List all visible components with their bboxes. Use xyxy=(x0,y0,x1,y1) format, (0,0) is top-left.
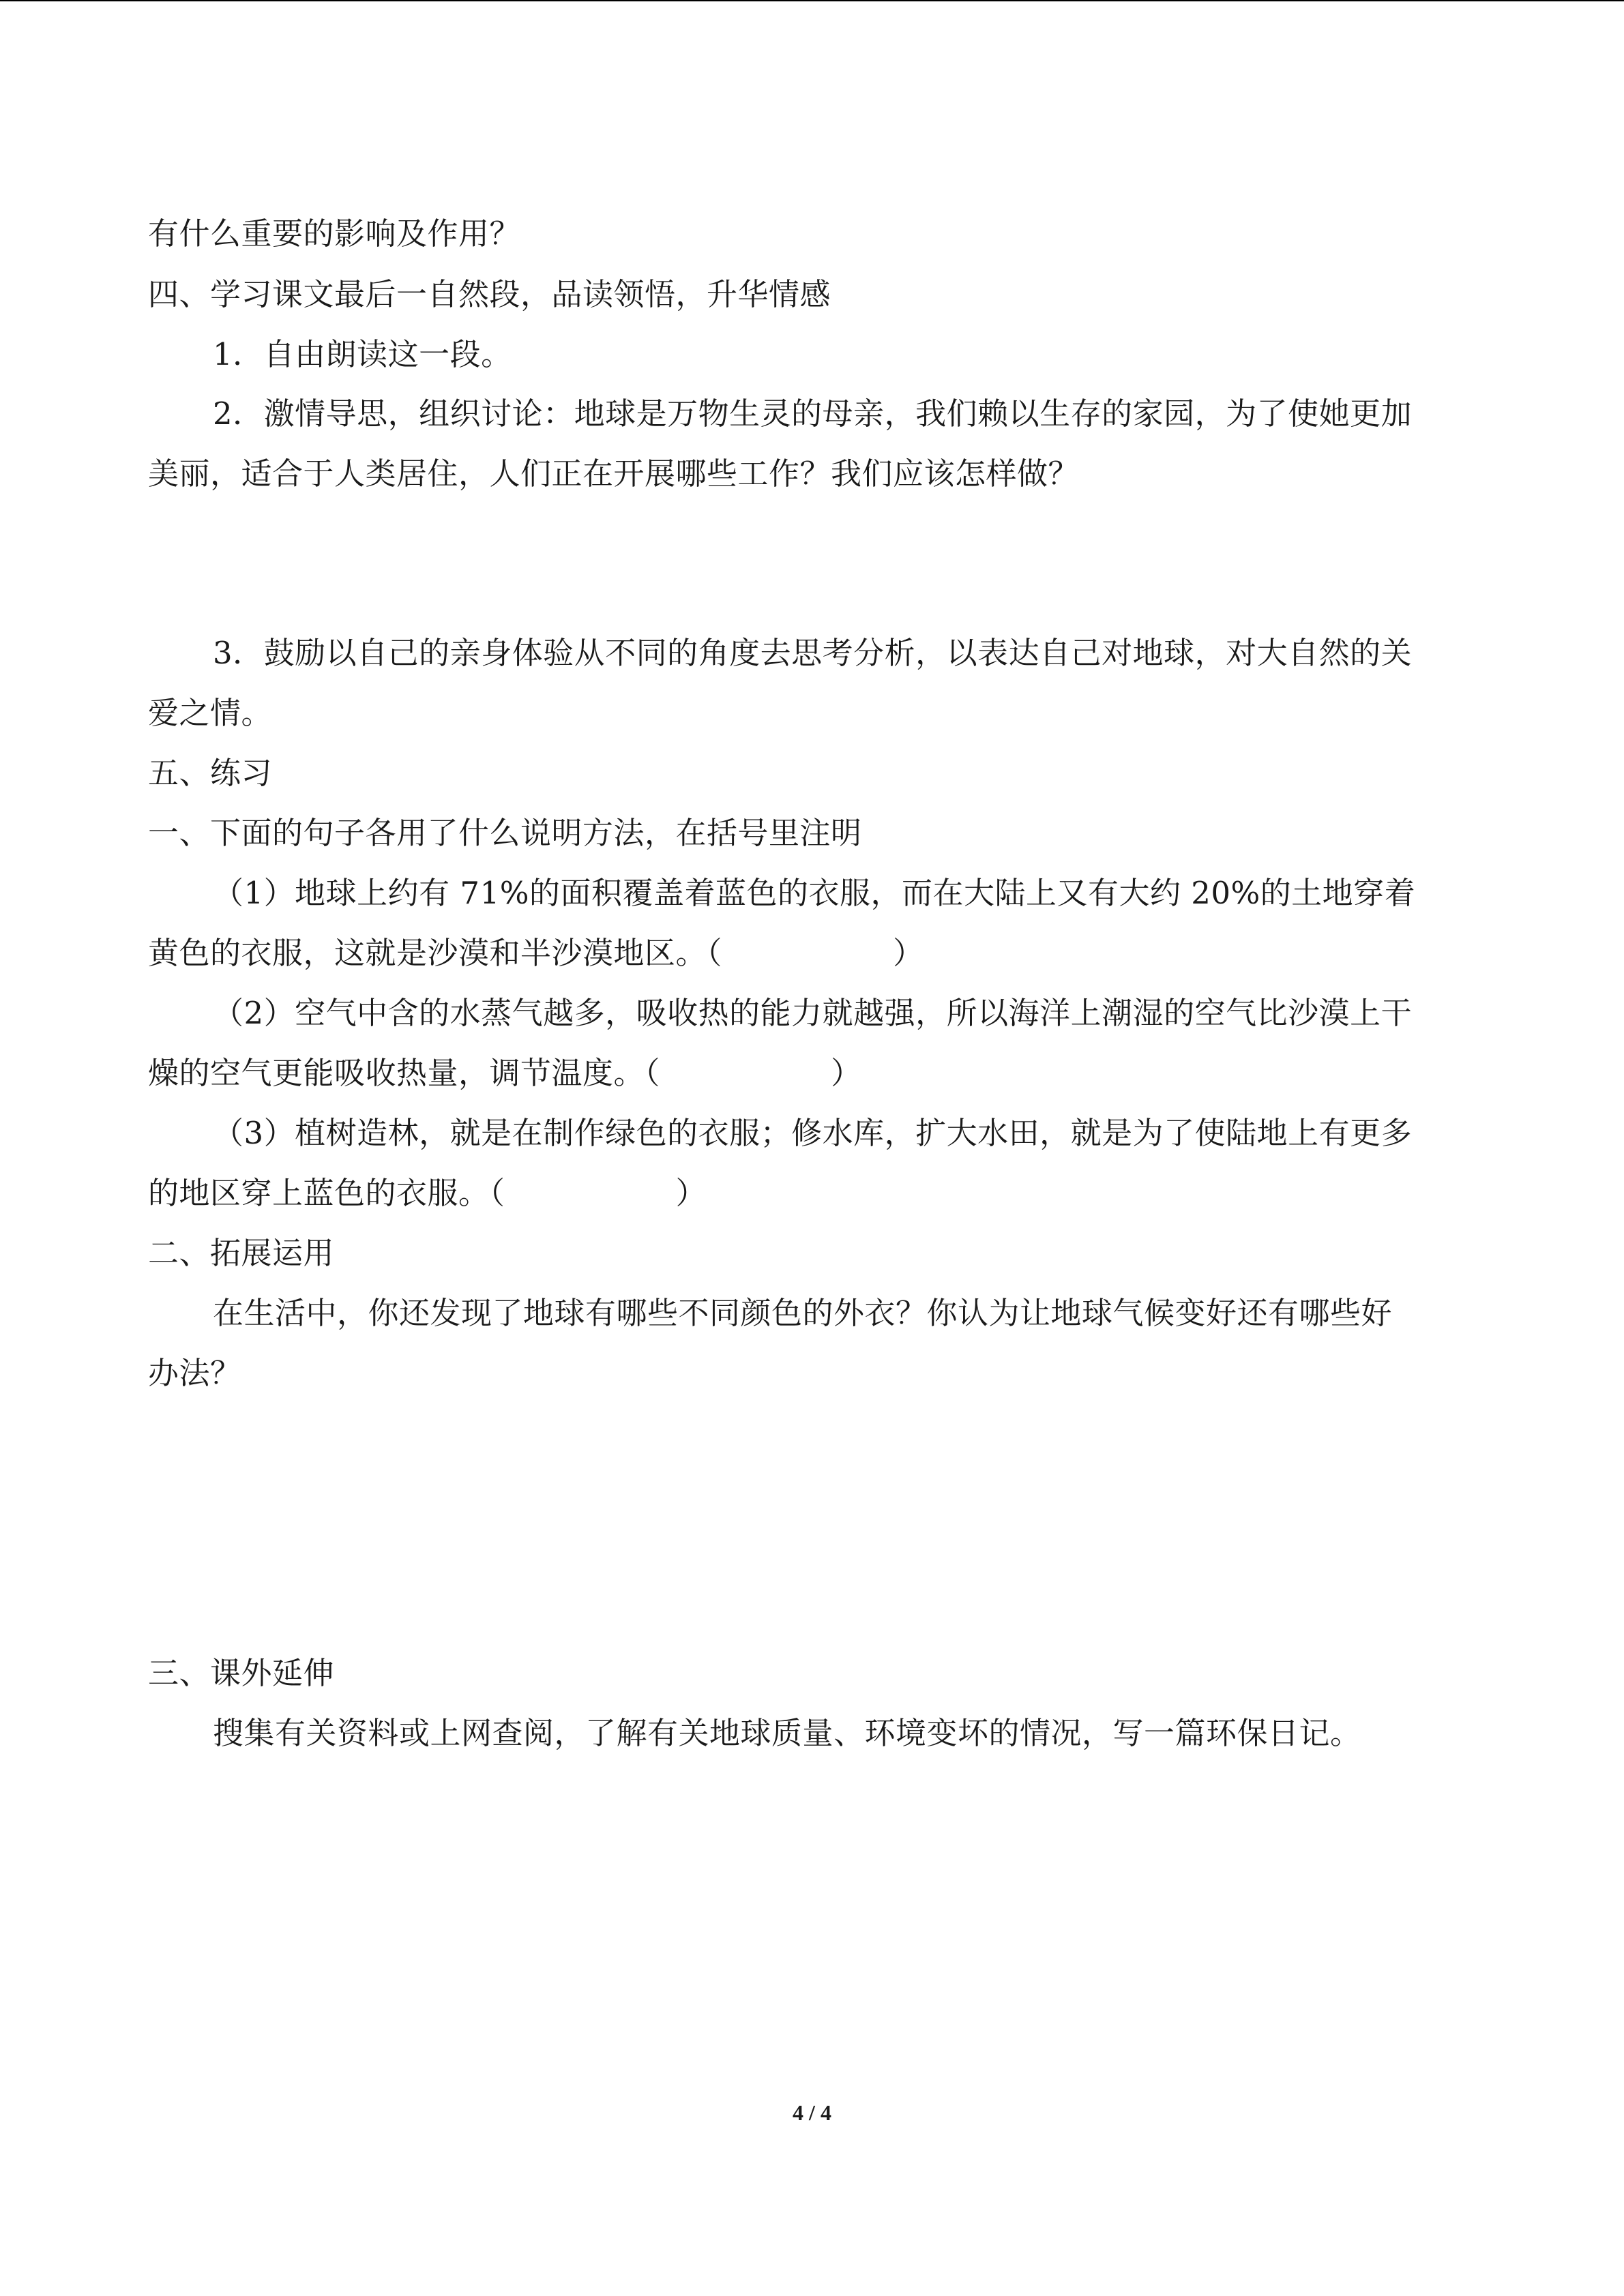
step-2-text: 2．激情导思，组织讨论：地球是万物生灵的母亲，我们赖以生存的家园，为了使她更加 xyxy=(213,396,1413,432)
exercise-item-3: （3）植树造林，就是在制作绿色的衣服；修水库，扩大水田，就是为了使陆地上有更多 xyxy=(213,1115,1413,1151)
exercise-item-1-text: 黄色的衣服，这就是沙漠和半沙漠地区。（ xyxy=(148,935,723,971)
exercise-heading-2: 二、拓展运用 xyxy=(148,1235,335,1271)
extension-question: 在生活中，你还发现了地球有哪些不同颜色的外衣？你认为让地球气候变好还有哪些好 xyxy=(213,1295,1393,1331)
exercise-heading-1: 一、下面的句子各用了什么说明方法，在括号里注明 xyxy=(148,815,862,851)
step-2-text-cont: 美丽，适合于人类居住，人们正在开展哪些工作？我们应该怎样做？ xyxy=(148,456,1080,492)
exercise-heading-3: 三、课外延伸 xyxy=(148,1655,335,1691)
section-heading-4: 四、学习课文最后一自然段，品读领悟，升华情感 xyxy=(148,276,831,312)
step-3-text: 3．鼓励以自己的亲身体验从不同的角度去思考分析，以表达自己对地球，对大自然的关 xyxy=(213,635,1413,671)
step-1-text: 1．自由朗读这一段。 xyxy=(213,336,512,372)
exercise-item-2: （2）空气中含的水蒸气越多，吸收热的能力就越强，所以海洋上潮湿的空气比沙漠上干 xyxy=(213,995,1413,1031)
exercise-item-2-cont xyxy=(148,1053,862,1094)
answer-blank-1-close: ） xyxy=(893,935,924,971)
step-3-text-cont: 爱之情。 xyxy=(148,695,273,731)
answer-blank-3-close: ） xyxy=(675,1175,707,1211)
page-number: 4 / 4 xyxy=(793,2100,831,2125)
exercise-item-2-text: 燥的空气更能吸收热量，调节温度。（ xyxy=(148,1055,661,1091)
section-heading-5: 五、练习 xyxy=(148,755,273,791)
page-top-border xyxy=(0,0,1624,1)
homework-text: 搜集有关资料或上网查阅，了解有关地球质量、环境变坏的情况，写一篇环保日记。 xyxy=(213,1715,1361,1751)
exercise-item-1-cont xyxy=(148,933,924,974)
exercise-item-3-cont xyxy=(148,1173,707,1214)
answer-blank-2-close: ） xyxy=(831,1055,862,1091)
exercise-item-1: （1）地球上约有 71%的面积覆盖着蓝色的衣服，而在大陆上又有大约 20%的土地穿着 xyxy=(213,875,1416,911)
extension-question-cont: 办法？ xyxy=(148,1355,241,1391)
text-line-continuation: 有什么重要的影响及作用？ xyxy=(148,215,521,252)
exercise-item-3-text: 的地区穿上蓝色的衣服。（ xyxy=(148,1175,505,1211)
